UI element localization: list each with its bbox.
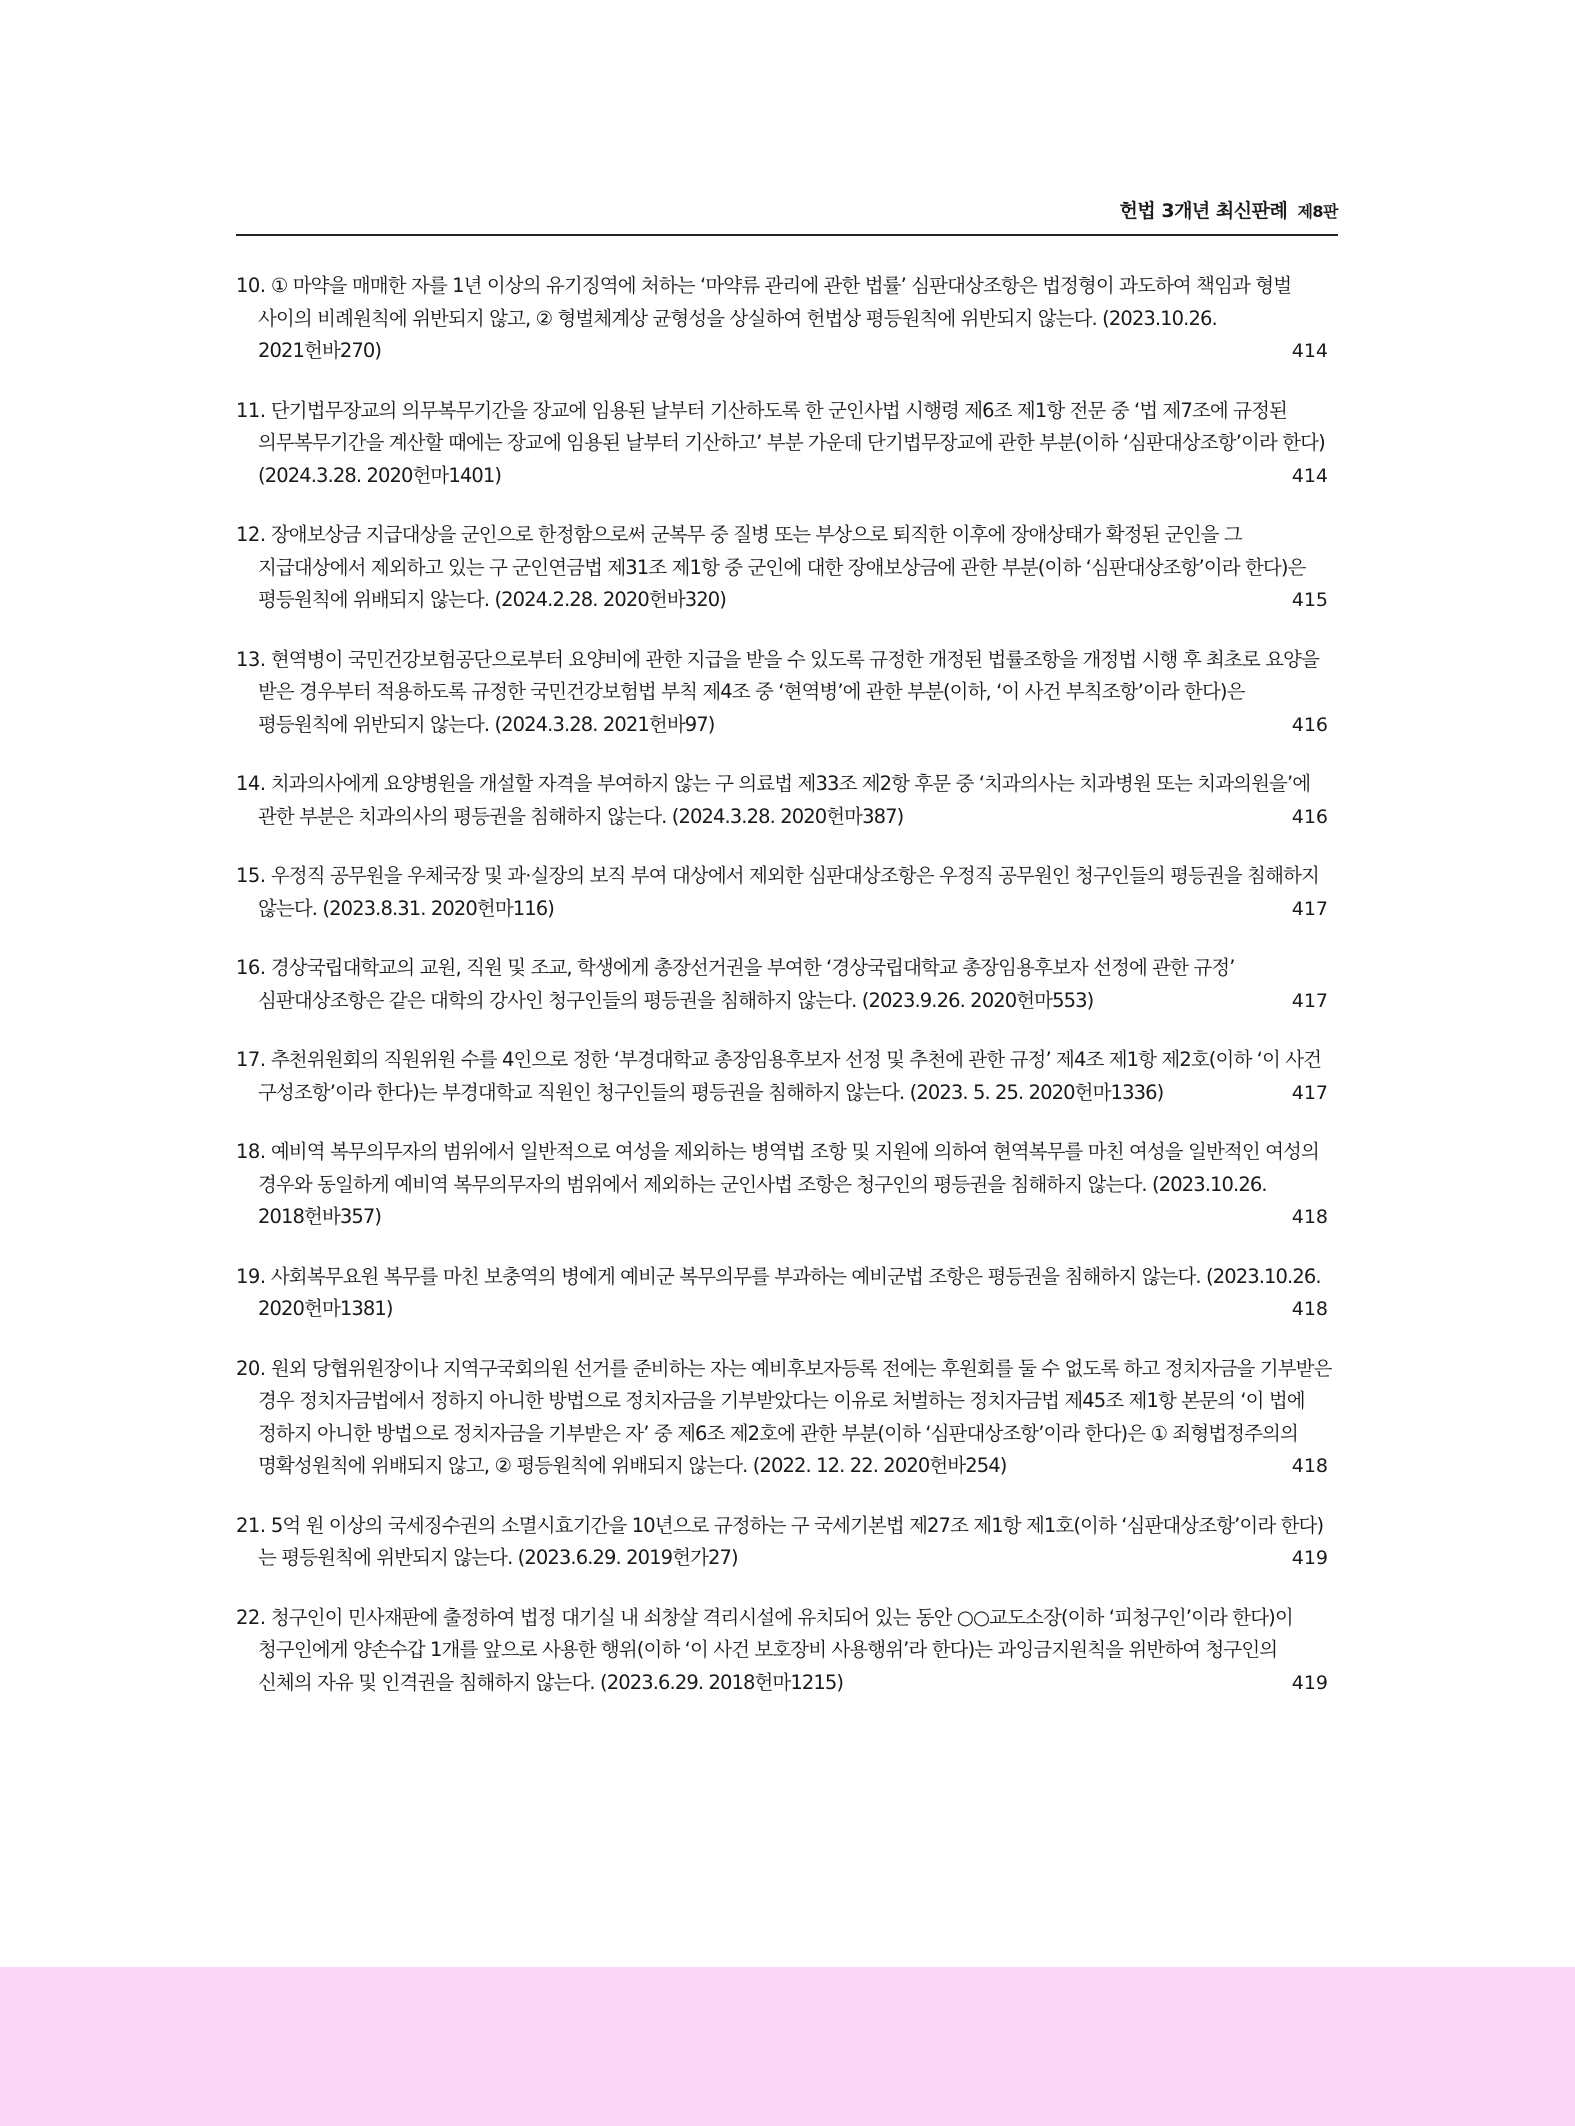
case-entry-12 bbox=[236, 519, 1336, 617]
entry-text: 우정직 공무원을 우체국장 및 과·실장의 보직 부여 대상에서 제외한 심판대상조항은 우정직 공무원인 청구인들의 평등권을 침해하지 않는다. (2023.8.31. 2020헌마116) bbox=[258, 864, 1319, 920]
entry-number: 17. bbox=[236, 1048, 266, 1071]
case-entry-13 bbox=[236, 644, 1336, 742]
entry-number: 12. bbox=[236, 523, 266, 546]
book-title: 헌법 3개년 최신판례 bbox=[1119, 200, 1288, 222]
entry-number: 16. bbox=[236, 956, 266, 979]
case-entry-11 bbox=[236, 395, 1336, 493]
entry-text: 원외 당협위원장이나 지역구국회의원 선거를 준비하는 자는 예비후보자등록 전에는 후원회를 둘 수 없도록 하고 정치자금을 기부받은 경우 정치자금법에서 정하지 아니한 방법으로 정치자금을 기부받았다는 이유로 처벌하는 정치자금법 제45조 제1항 본문의 ‘이 법에 정하지 아니한 방법으로 정치자금을 기부받은 자’ 중 제6조 제2호에 관한 부분(이하 ‘심판대상조항’이라 한다)은 ① 죄형법정주의의 명확성원칙에 위배되지 않고, ② 평등원칙에 위배되지 않는다. (2022. 12. 22. 2020헌바254) bbox=[258, 1356, 1332, 1477]
case-entry-15 bbox=[236, 860, 1336, 925]
header-divider bbox=[236, 234, 1338, 236]
entry-page-number: 417 bbox=[1291, 897, 1328, 920]
case-entry-14 bbox=[236, 768, 1336, 833]
case-entry-16 bbox=[236, 952, 1336, 1017]
entry-text: 청구인이 민사재판에 출정하여 법정 대기실 내 쇠창살 격리시설에 유치되어 있는 동안 ○○교도소장(이하 ‘피청구인’이라 한다)이 청구인에게 양손수갑 1개를 앞으로 사용한 행위(이하 ‘이 사건 보호장비 사용행위’라 한다)는 과잉금지원칙을 위반하여 청구인의 신체의 자유 및 인격권을 침해하지 않는다. (2023.6.29. 2018헌마1215) bbox=[258, 1605, 1293, 1694]
entry-text: 단기법무장교의 의무복무기간을 장교에 임용된 날부터 기산하도록 한 군인사법 시행령 제6조 제1항 전문 중 ‘법 제7조에 규정된 의무복무기간을 계산할 때에는 장교에 임용된 날부터 기산하고’ 부분 가운데 단기법무장교에 관한 부분(이하 ‘심판대상조항’이라 한다) (2024.3.28. 2020헌마1401) bbox=[258, 398, 1325, 487]
entry-number: 20. bbox=[236, 1356, 266, 1380]
entry-text: 경상국립대학교의 교원, 직원 및 조교, 학생에게 총장선거권을 부여한 ‘경상국립대학교 총장임용후보자 선정에 관한 규정’ 심판대상조항은 같은 대학의 강사인 청구인들의 평등권을 침해하지 않는다. (2023.9.26. 2020헌마553) bbox=[258, 956, 1235, 1012]
entry-number: 21. bbox=[236, 1513, 266, 1537]
entry-text: 장애보상금 지급대상을 군인으로 한정함으로써 군복무 중 질병 또는 부상으로 퇴직한 이후에 장애상태가 확정된 군인을 그 지급대상에서 제외하고 있는 구 군인연금법 제31조 제1항 중 군인에 대한 장애보상금에 관한 부분(이하 ‘심판대상조항’이라 한다)은 평등원칙에 위배되지 않는다. (2024.2.28. 2020헌바320) bbox=[258, 523, 1306, 611]
entry-number: 15. bbox=[236, 864, 266, 887]
case-entry-21 bbox=[236, 1510, 1336, 1575]
entry-page-number: 418 bbox=[1291, 1455, 1328, 1477]
entry-text: 사회복무요원 복무를 마친 보충역의 병에게 예비군 복무의무를 부과하는 예비군법 조항은 평등권을 침해하지 않는다. (2023.10.26. 2020헌마1381) bbox=[258, 1264, 1321, 1320]
case-entry-10 bbox=[236, 270, 1336, 368]
entry-text: 치과의사에게 요양병원을 개설할 자격을 부여하지 않는 구 의료법 제33조 제2항 후문 중 ‘치과의사는 치과병원 또는 치과의원을’에 관한 부분은 치과의사의 평등권을 침해하지 않는다. (2024.3.28. 2020헌마387) bbox=[258, 772, 1311, 828]
entry-text: ① 마약을 매매한 자를 1년 이상의 유기징역에 처하는 ‘마약류 관리에 관한 법률’ 심판대상조항은 법정형이 과도하여 책임과 형벌 사이의 비례원칙에 위반되지 않고, ② 형벌체계상 균형성을 상실하여 헌법상 평등원칙에 위반되지 않는다. (2023.10.26. 2021헌바270) bbox=[258, 274, 1292, 362]
entry-number: 14. bbox=[236, 772, 266, 795]
case-list bbox=[236, 270, 1336, 1726]
entry-text: 5억 원 이상의 국세징수권의 소멸시효기간을 10년으로 규정하는 구 국세기본법 제27조 제1항 제1호(이하 ‘심판대상조항’이라 한다)는 평등원칙에 위반되지 않는다. (2023.6.29. 2019헌가27) bbox=[258, 1513, 1324, 1569]
case-entry-20 bbox=[236, 1353, 1336, 1483]
entry-number: 13. bbox=[236, 647, 266, 671]
entry-page-number: 419 bbox=[1291, 1547, 1328, 1569]
entry-text: 예비역 복무의무자의 범위에서 일반적으로 여성을 제외하는 병역법 조항 및 지원에 의하여 현역복무를 마친 여성을 일반적인 여성의 경우와 동일하게 예비역 복무의무자의 범위에서 제외하는 군인사법 조항은 청구인의 평등권을 침해하지 않는다. (2023.10.26. 2018헌바357) bbox=[258, 1140, 1319, 1228]
entry-number: 19. bbox=[236, 1264, 266, 1288]
case-entry-17 bbox=[236, 1044, 1336, 1109]
entry-text: 현역병이 국민건강보험공단으로부터 요양비에 관한 지급을 받을 수 있도록 규정한 개정된 법률조항을 개정법 시행 후 최초로 요양을 받은 경우부터 적용하도록 규정한 국민건강보험법 부칙 제4조 중 ‘현역병’에 관한 부분(이하, ‘이 사건 부칙조항’이라 한다)은 평등원칙에 위반되지 않는다. (2024.3.28. 2021헌바97) bbox=[258, 647, 1319, 736]
entry-number: 18. bbox=[236, 1140, 266, 1163]
entry-page-number: 415 bbox=[1291, 589, 1328, 611]
entry-number: 22. bbox=[236, 1605, 266, 1629]
entry-page-number: 414 bbox=[1291, 340, 1328, 362]
footer-color-band bbox=[0, 1967, 1575, 2126]
entry-page-number: 416 bbox=[1291, 805, 1328, 828]
entry-page-number: 417 bbox=[1291, 1081, 1328, 1104]
case-entry-19 bbox=[236, 1261, 1336, 1326]
entry-number: 11. bbox=[236, 398, 266, 422]
entry-page-number: 417 bbox=[1291, 989, 1328, 1012]
entry-page-number: 414 bbox=[1291, 464, 1328, 487]
entry-page-number: 418 bbox=[1291, 1206, 1328, 1228]
entry-page-number: 419 bbox=[1291, 1671, 1328, 1694]
entry-text: 추천위원회의 직원위원 수를 4인으로 정한 ‘부경대학교 총장임용후보자 선정 및 추천에 관한 규정’ 제4조 제1항 제2호(이하 ‘이 사건 구성조항’이라 한다)는 부경대학교 직원인 청구인들의 평등권을 침해하지 않는다. (2023. 5. 25. 2020헌마1336) bbox=[258, 1048, 1322, 1104]
entry-page-number: 418 bbox=[1291, 1298, 1328, 1320]
book-edition: 제8판 bbox=[1297, 202, 1338, 221]
entry-number: 10. bbox=[236, 274, 266, 297]
case-entry-18 bbox=[236, 1136, 1336, 1234]
running-header bbox=[236, 196, 1338, 223]
entry-page-number: 416 bbox=[1291, 713, 1328, 736]
case-entry-22 bbox=[236, 1602, 1336, 1700]
